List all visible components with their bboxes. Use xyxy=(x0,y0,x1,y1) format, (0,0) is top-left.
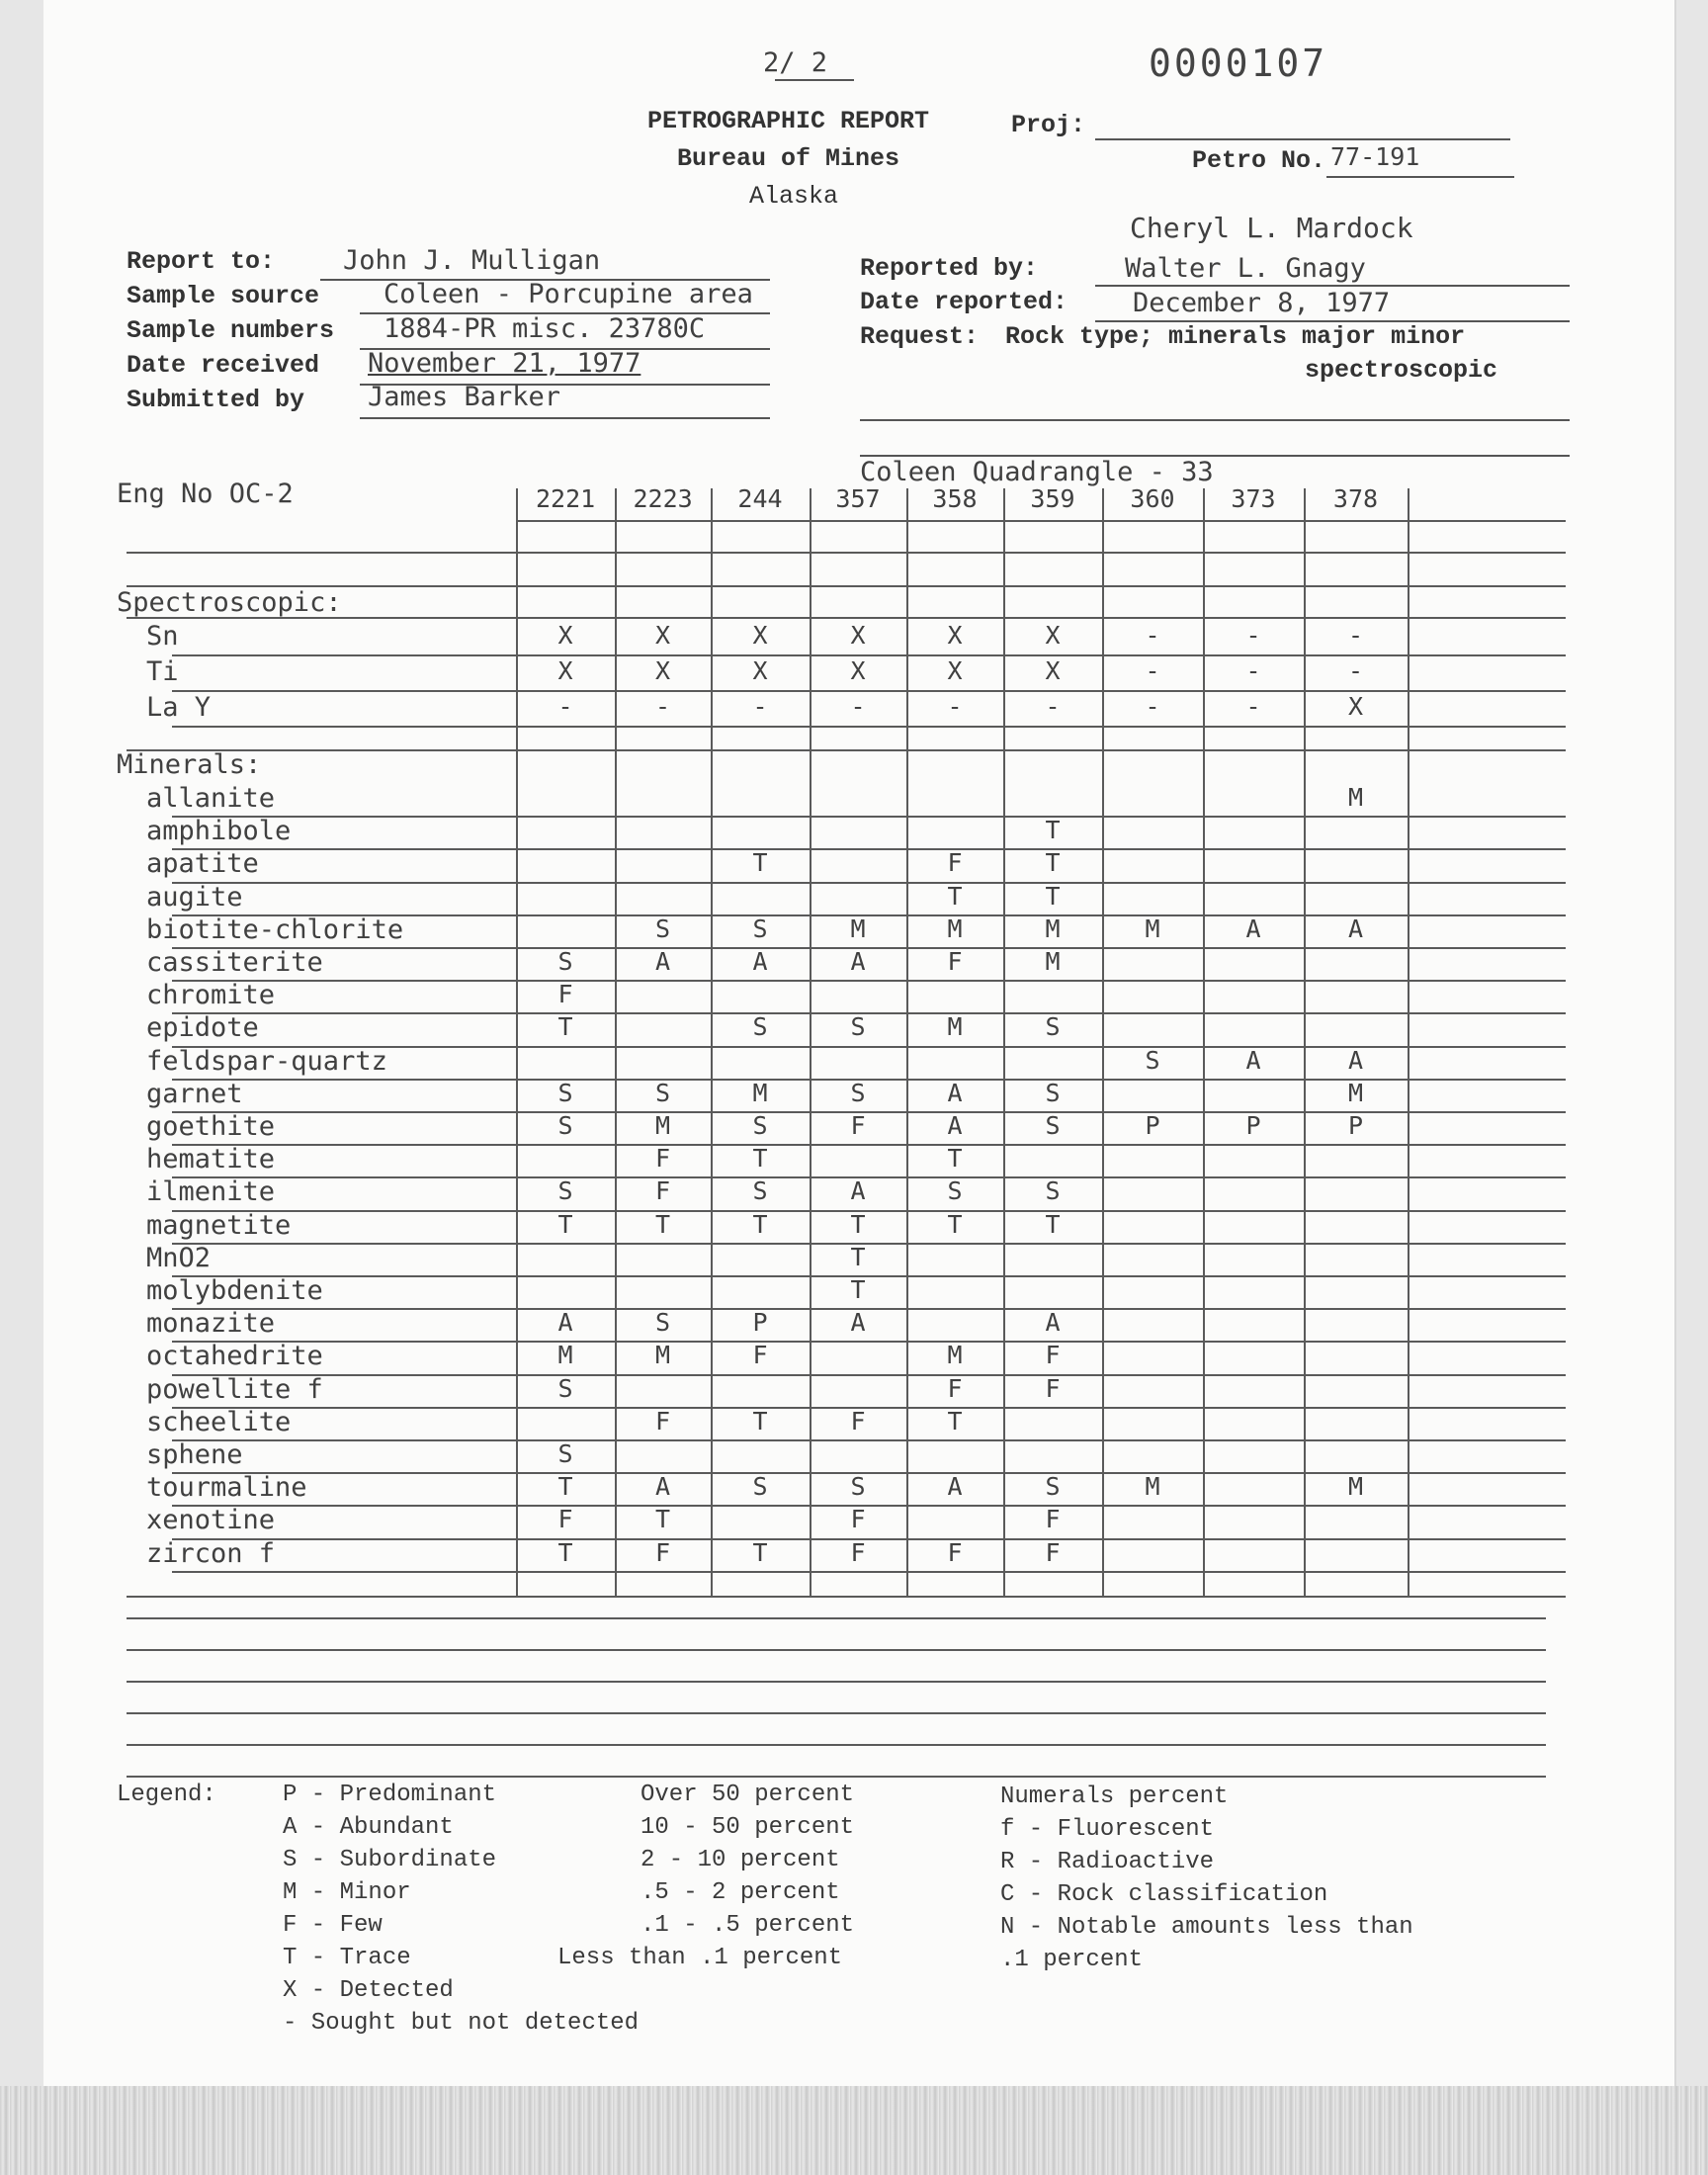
table-cell: P xyxy=(1347,1111,1364,1140)
blank-line xyxy=(127,1649,1546,1651)
table-cell: A xyxy=(1347,914,1364,943)
table-cell: F xyxy=(557,980,573,1009)
table-cell: S xyxy=(1045,1012,1061,1042)
petro-label: Petro No. xyxy=(1192,146,1326,175)
table-cell: M xyxy=(1145,914,1160,943)
table-cell: - xyxy=(752,692,768,721)
legend-code: M - Minor xyxy=(283,1879,411,1906)
column-header: 360 xyxy=(1130,484,1175,513)
legend-code: A - Abundant xyxy=(283,1814,454,1841)
blank-line xyxy=(127,1681,1546,1683)
mineral-row-label: goethite xyxy=(146,1111,276,1142)
table-cell: S xyxy=(1045,1078,1061,1107)
table-cell: F xyxy=(947,1537,963,1567)
table-cell: F xyxy=(1045,1537,1061,1567)
table-cell: - xyxy=(947,692,963,721)
table-cell: F xyxy=(654,1406,671,1436)
table-cell: M xyxy=(654,1341,671,1370)
table-cell: X xyxy=(752,621,768,650)
table-cell: F xyxy=(752,1341,768,1370)
report-to-label: Report to: xyxy=(127,247,276,276)
table-cell: T xyxy=(1045,881,1061,911)
legend-code: S - Subordinate xyxy=(283,1847,497,1873)
table-cell: F xyxy=(654,1537,671,1567)
sample-numbers-value: 1884-PR misc. 23780C xyxy=(384,313,706,344)
table-cell: P xyxy=(1145,1111,1160,1140)
table-cell: T xyxy=(947,1144,963,1174)
table-cell: M xyxy=(1347,1078,1364,1107)
table-cell: A xyxy=(654,1472,671,1502)
table-cell: - xyxy=(1245,621,1261,650)
row-line xyxy=(172,1374,1566,1376)
table-cell: F xyxy=(947,947,963,976)
row-line xyxy=(172,1439,1566,1441)
sample-source-value: Coleen - Porcupine area xyxy=(384,279,753,309)
table-cell: T xyxy=(557,1012,573,1042)
table-cell: S xyxy=(752,1012,768,1042)
mineral-row-label: garnet xyxy=(146,1078,243,1109)
table-cell: X xyxy=(947,621,963,650)
table-cell: F xyxy=(654,1144,671,1174)
table-cell: M xyxy=(1145,1472,1160,1502)
legend-code: X - Detected xyxy=(283,1977,454,2004)
table-cell: S xyxy=(654,914,671,943)
row-line xyxy=(172,1341,1566,1343)
table-cell: F xyxy=(1045,1505,1061,1534)
table-cell: M xyxy=(850,914,866,943)
mineral-row-label: feldspar-quartz xyxy=(146,1045,387,1077)
legend-note: Numerals percent xyxy=(1000,1784,1229,1810)
table-cell: T xyxy=(557,1472,573,1502)
column-header: 373 xyxy=(1231,484,1276,513)
mineral-row-label: amphibole xyxy=(146,816,292,847)
table-cell: T xyxy=(654,1505,671,1534)
legend-note: C - Rock classification xyxy=(1000,1881,1328,1908)
submitted-by-label: Submitted by xyxy=(127,386,305,414)
row-line xyxy=(172,980,1566,982)
table-cell: T xyxy=(947,1406,963,1436)
table-cell: - xyxy=(1245,656,1261,685)
column-header: 358 xyxy=(932,484,978,513)
sample-source-label: Sample source xyxy=(127,282,320,310)
table-cell: S xyxy=(654,1078,671,1107)
request-line2: spectroscopic xyxy=(1305,356,1498,385)
mineral-row-label: apatite xyxy=(146,848,259,880)
table-cell: T xyxy=(1045,1209,1061,1239)
table-cell: - xyxy=(654,692,671,721)
table-cell: - xyxy=(1145,656,1160,685)
table-cell: T xyxy=(752,848,768,878)
table-cell: P xyxy=(1245,1111,1261,1140)
table-cell: A xyxy=(1245,1045,1261,1075)
table-cell: S xyxy=(557,1176,573,1206)
table-cell: A xyxy=(654,947,671,976)
table-cell: T xyxy=(1045,816,1061,845)
table-cell: S xyxy=(752,1472,768,1502)
column-header: 378 xyxy=(1332,484,1379,513)
mineral-row-label: cassiterite xyxy=(146,947,323,978)
row-line xyxy=(127,1596,1566,1598)
table-cell: S xyxy=(557,1111,573,1140)
table-cell: F xyxy=(850,1537,866,1567)
table-cell: F xyxy=(850,1505,866,1534)
table-cell: - xyxy=(1145,621,1160,650)
table-cell: A xyxy=(947,1078,963,1107)
table-cell: A xyxy=(557,1308,573,1338)
table-cell: T xyxy=(850,1209,866,1239)
mineral-row-label: biotite-chlorite xyxy=(146,914,404,945)
minerals-table xyxy=(43,0,1674,1681)
table-cell: X xyxy=(654,621,671,650)
mineral-row-label: augite xyxy=(146,881,243,913)
legend-code: P - Predominant xyxy=(283,1782,497,1808)
table-cell: F xyxy=(850,1406,866,1436)
table-cell: X xyxy=(557,621,573,650)
table-cell: S xyxy=(557,1078,573,1107)
table-cell: - xyxy=(1347,621,1364,650)
table-cell: X xyxy=(850,656,866,685)
mineral-row-label: allanite xyxy=(146,783,276,814)
table-cell: F xyxy=(1045,1373,1061,1403)
mineral-row-label: xenotine xyxy=(146,1505,276,1536)
spectro-row-label: La Y xyxy=(146,692,212,723)
table-cell: - xyxy=(557,692,573,721)
table-cell: S xyxy=(752,914,768,943)
mineral-row-label: monazite xyxy=(146,1308,276,1340)
table-cell: A xyxy=(752,947,768,976)
mineral-row-label: magnetite xyxy=(146,1209,292,1241)
row-line xyxy=(127,585,1566,587)
reported-by-value: Walter L. Gnagy xyxy=(1125,253,1366,284)
table-cell: S xyxy=(557,1439,573,1468)
legend-note: N - Notable amounts less than xyxy=(1000,1914,1413,1941)
legend-code: - Sought but not detected xyxy=(283,2010,640,2037)
mineral-row-label: octahedrite xyxy=(146,1341,323,1372)
table-cell: F xyxy=(947,848,963,878)
legend-range: 2 - 10 percent xyxy=(640,1847,840,1873)
eng-no-label: Eng No OC-2 xyxy=(117,478,294,509)
table-cell: S xyxy=(654,1308,671,1338)
quadrangle-label: Coleen Quadrangle - 33 xyxy=(860,457,1214,487)
sample-numbers-label: Sample numbers xyxy=(127,316,335,345)
table-cell: S xyxy=(947,1176,963,1206)
spectro-row-label: Ti xyxy=(146,656,179,687)
table-cell: X xyxy=(947,656,963,685)
table-cell: T xyxy=(1045,848,1061,878)
document-number: 0000107 xyxy=(1149,42,1328,85)
blank-line xyxy=(127,1712,1546,1714)
page-number: 2/ 2 xyxy=(763,47,828,78)
table-cell: T xyxy=(947,881,963,911)
table-cell: T xyxy=(752,1209,768,1239)
mineral-row-label: powellite f xyxy=(146,1373,323,1405)
table-cell: X xyxy=(1347,692,1364,721)
row-line xyxy=(516,520,1566,522)
row-line xyxy=(127,749,1566,751)
table-cell: A xyxy=(850,1176,866,1206)
row-line xyxy=(172,816,1566,818)
table-cell: S xyxy=(557,947,573,976)
table-cell: S xyxy=(1145,1045,1160,1075)
proj-label: Proj: xyxy=(1011,111,1086,139)
table-cell: A xyxy=(1347,1045,1364,1075)
legend-range: .1 - .5 percent xyxy=(640,1912,855,1939)
table-cell: S xyxy=(1045,1111,1061,1140)
request-label: Request: xyxy=(860,322,980,351)
table-cell: A xyxy=(947,1111,963,1140)
table-cell: M xyxy=(752,1078,768,1107)
table-cell: A xyxy=(947,1472,963,1502)
table-cell: S xyxy=(1045,1472,1061,1502)
scan-edge xyxy=(0,2086,1708,2175)
legend-range: .5 - 2 percent xyxy=(640,1879,840,1906)
reported-by-cosigner: Cheryl L. Mardock xyxy=(1130,212,1413,244)
table-cell: F xyxy=(557,1505,573,1534)
table-cell: X xyxy=(850,621,866,650)
table-cell: S xyxy=(752,1176,768,1206)
petro-value: 77-191 xyxy=(1330,142,1420,171)
mineral-row-label: ilmenite xyxy=(146,1176,276,1208)
row-line xyxy=(127,552,1566,554)
date-reported-label: Date reported: xyxy=(860,288,1068,316)
mineral-row-label: hematite xyxy=(146,1144,276,1175)
table-cell: X xyxy=(1045,656,1061,685)
reported-by-label: Reported by: xyxy=(860,254,1039,283)
table-cell: F xyxy=(947,1373,963,1403)
blank-line xyxy=(127,1744,1546,1746)
row-line xyxy=(172,1571,1566,1573)
legend-note: .1 percent xyxy=(1000,1947,1144,1973)
row-line xyxy=(172,848,1566,850)
table-cell: S xyxy=(557,1373,573,1403)
table-cell: M xyxy=(1347,1472,1364,1502)
date-reported-value: December 8, 1977 xyxy=(1133,288,1391,318)
table-cell: T xyxy=(752,1406,768,1436)
legend-note: f - Fluorescent xyxy=(1000,1816,1215,1843)
state-name: Alaska xyxy=(749,182,839,211)
row-line xyxy=(127,617,1566,619)
mineral-row-label: tourmaline xyxy=(146,1472,307,1504)
mineral-row-label: scheelite xyxy=(146,1406,292,1437)
table-cell: T xyxy=(850,1275,866,1304)
table-cell: A xyxy=(1045,1308,1061,1338)
table-cell: M xyxy=(1347,783,1364,812)
legend-code: T - Trace xyxy=(283,1945,411,1971)
table-cell: S xyxy=(850,1472,866,1502)
table-cell: M xyxy=(947,914,963,943)
minerals-heading: Minerals: xyxy=(117,749,262,780)
table-cell: T xyxy=(557,1209,573,1239)
legend-range: 10 - 50 percent xyxy=(640,1814,855,1841)
table-cell: - xyxy=(850,692,866,721)
row-line xyxy=(172,726,1566,728)
table-cell: - xyxy=(1045,692,1061,721)
table-cell: T xyxy=(752,1537,768,1567)
mineral-row-label: epidote xyxy=(146,1012,259,1044)
table-cell: P xyxy=(752,1308,768,1338)
table-cell: S xyxy=(850,1012,866,1042)
row-line xyxy=(172,882,1566,884)
blank-line xyxy=(127,1776,1546,1778)
table-cell: F xyxy=(654,1176,671,1206)
table-cell: - xyxy=(1145,692,1160,721)
table-cell: S xyxy=(752,1111,768,1140)
table-cell: M xyxy=(947,1012,963,1042)
table-cell: M xyxy=(1045,947,1061,976)
table-cell: A xyxy=(850,947,866,976)
table-cell: T xyxy=(947,1209,963,1239)
table-cell: - xyxy=(1347,656,1364,685)
table-cell: A xyxy=(1245,914,1261,943)
table-cell: A xyxy=(850,1308,866,1338)
date-received-value: November 21, 1977 xyxy=(368,348,641,379)
agency-name: Bureau of Mines xyxy=(677,144,900,173)
table-cell: T xyxy=(850,1242,866,1271)
table-cell: S xyxy=(1045,1176,1061,1206)
column-header: 2221 xyxy=(536,484,596,513)
mineral-row-label: molybdenite xyxy=(146,1275,323,1306)
report-page xyxy=(43,0,1676,2086)
table-cell: S xyxy=(850,1078,866,1107)
legend-note: R - Radioactive xyxy=(1000,1849,1215,1875)
table-cell: M xyxy=(947,1341,963,1370)
table-cell: T xyxy=(557,1537,573,1567)
mineral-row-label: zircon f xyxy=(146,1537,276,1569)
column-header: 244 xyxy=(737,484,783,513)
report-title: PETROGRAPHIC REPORT xyxy=(647,107,930,135)
table-cell: X xyxy=(1045,621,1061,650)
legend-label: Legend: xyxy=(117,1782,216,1808)
table-cell: M xyxy=(1045,914,1061,943)
table-cell: X xyxy=(752,656,768,685)
column-header: 357 xyxy=(835,484,881,513)
column-header: 2223 xyxy=(633,484,693,513)
report-to-value: John J. Mulligan xyxy=(343,245,601,276)
table-cell: X xyxy=(654,656,671,685)
date-received-label: Date received xyxy=(127,351,320,380)
spectro-row-label: Sn xyxy=(146,621,179,652)
table-cell: T xyxy=(654,1209,671,1239)
mineral-row-label: chromite xyxy=(146,980,276,1011)
request-line1: Rock type; minerals major minor xyxy=(1005,322,1466,351)
table-cell: M xyxy=(557,1341,573,1370)
table-cell: F xyxy=(850,1111,866,1140)
table-cell: F xyxy=(1045,1341,1061,1370)
mineral-row-label: MnO2 xyxy=(146,1242,212,1273)
submitted-by-value: James Barker xyxy=(368,382,561,412)
table-cell: M xyxy=(654,1111,671,1140)
legend-range: Less than .1 percent xyxy=(557,1945,843,1971)
column-header: 359 xyxy=(1030,484,1075,513)
legend-code: F - Few xyxy=(283,1912,383,1939)
mineral-row-label: sphene xyxy=(146,1439,243,1470)
legend-range: Over 50 percent xyxy=(640,1782,855,1808)
spectroscopic-heading: Spectroscopic: xyxy=(117,587,342,618)
row-line xyxy=(172,1144,1566,1146)
table-cell: - xyxy=(1245,692,1261,721)
table-cell: T xyxy=(752,1144,768,1174)
blank-line xyxy=(127,1617,1546,1619)
table-cell: X xyxy=(557,656,573,685)
